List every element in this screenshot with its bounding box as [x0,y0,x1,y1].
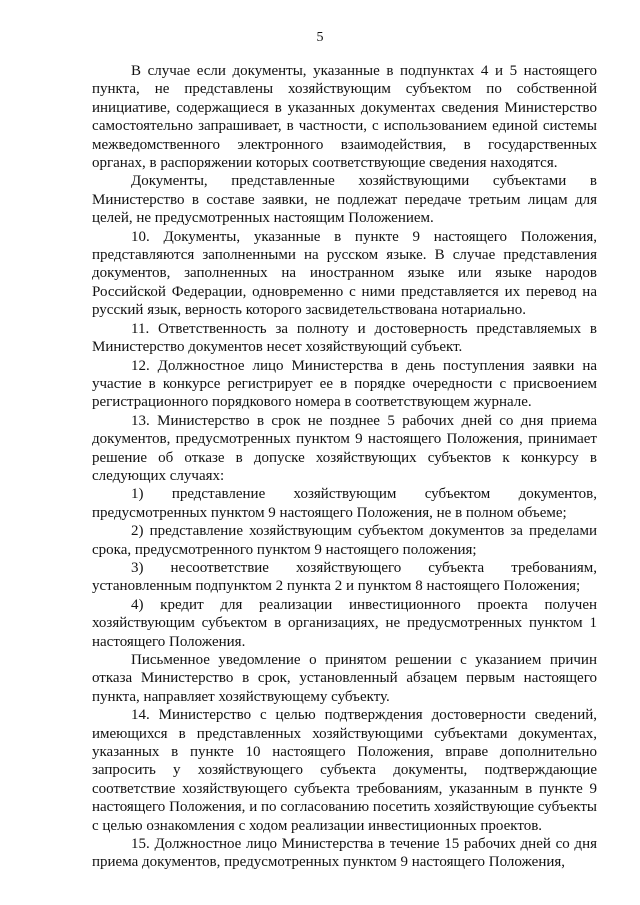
paragraph-written-notice: Письменное уведомление о принятом решении с указанием причин отказа Министерство в срок, установленный абзацем первым настоящего пункта, направляет хозяйствующему субъекту. [92,652,597,705]
subitem-13-2: 2) представление хозяйствующим субъектом документов за пределами срока, предусмотренного пунктом 9 настоящего положения; [92,523,597,558]
subitem-13-3: 3) несоответствие хозяйствующего субъекта требованиям, установленным подпунктом 2 пункта 2 и пунктом 8 настоящего Положения; [92,559,597,595]
paragraph-documents-confidentiality: Документы, представленные хозяйствующими субъектами в Министерство в составе заявки, не подлежат передаче третьим лицам для целей, не предусмотренных настоящим Положением. [92,173,597,227]
paragraph-item-15: 15. Должностное лицо Министерства в течение 15 рабочих дней со дня приема документов, предусмотренных пунктом 9 настоящего Положения, [92,836,597,871]
document-body [92,62,597,872]
paragraph-item-14: 14. Министерство с целью подтверждения достоверности сведений, имеющихся в представленных хозяйствующими субъектами документах, указанных в пункте 10 настоящего Положения, вправе дополнительно запросить у хозяйствующего субъекта документы, подтверждающие соответствие хозяйствующего субъекта требованиям, указанным в пункте 9 настоящего Положения, и по согласованию посетить хозяйствующие субъекты с целью ознакомления с ходом реализации инвестиционных проектов. [92,707,597,834]
paragraph-item-12: 12. Должностное лицо Министерства в день поступления заявки на участие в конкурсе регистрирует ее в порядке очередности с присвоением регистрационного порядкового номера в соответствующем журнале. [92,357,597,411]
page-number: 5 [316,30,324,45]
subitem-13-1: 1) представление хозяйствующим субъектом документов, предусмотренных пунктом 9 настоящего Положения, не в полном объеме; [92,486,597,521]
paragraph-documents-request: В случае если документы, указанные в подпунктах 4 и 5 настоящего пункта, не представлены хозяйствующим субъектом по собственной инициативе, содержащиеся в указанных документах сведения Министерство самостоятельно запрашивает, в частности, с использованием единой системы межведомственного электронного взаимодействия, в государственных органах, в распоряжении которых соответствующие сведения находятся. [92,63,597,172]
paragraph-item-11: 11. Ответственность за полноту и достоверность представляемых в Министерство документов несет хозяйствующий субъект. [92,320,597,356]
subitem-13-4: 4) кредит для реализации инвестиционного проекта получен хозяйствующим субъектом в организациях, не предусмотренных пунктом 1 настоящего Положения. [92,596,597,650]
paragraph-item-13: 13. Министерство в срок не позднее 5 рабочих дней со дня приема документов, предусмотренных пунктом 9 настоящего Положения, принимает решение об отказе в допуске хозяйствующих субъектов к конкурсу в следующих случаях: [92,412,597,484]
paragraph-item-10: 10. Документы, указанные в пункте 9 настоящего Положения, представляются заполненными на русском языке. В случае представления документов, заполненных на иностранном языке или языке народов Российской Федерации, одновременно с ними представляется их перевод на русский язык, верность которого засвидетельствована нотариально. [92,228,597,319]
